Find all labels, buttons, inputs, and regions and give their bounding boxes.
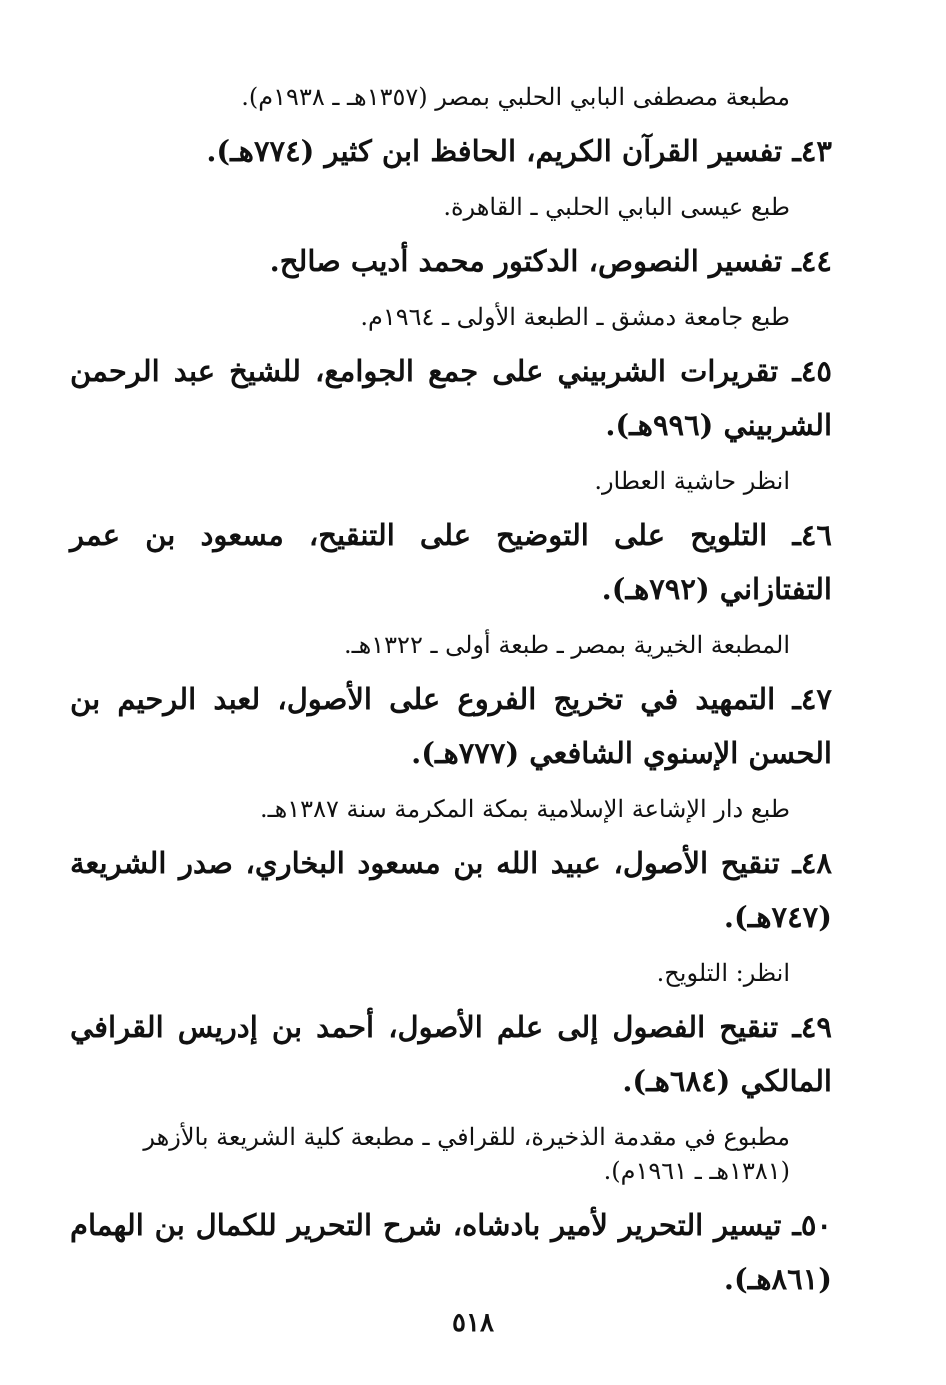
reference-entry-43: ٤٣ـ تفسير القرآن الكريم، الحافظ ابن كثير (٧٧٤هـ). (206, 134, 832, 168)
reference-entry-44: ٤٤ـ تفسير النصوص، الدكتور محمد أديب صالح. (269, 244, 832, 278)
reference-entry-49: ٤٩ـ تنقيح الفصول إلى علم الأصول، أحمد بن إدريس القرافي المالكي (٦٨٤هـ). (70, 1010, 832, 1098)
reference-entry-48: ٤٨ـ تنقيح الأصول، عبيد الله بن مسعود البخاري، صدر الشريعة (٧٤٧هـ). (70, 846, 832, 934)
reference-entry-47: ٤٧ـ التمهيد في تخريج الفروع على الأصول، لعبد الرحيم بن الحسن الإسنوي الشافعي (٧٧٧هـ). (70, 682, 832, 770)
publisher-note: انظر حاشية العطار. (594, 467, 790, 495)
reference-entry-50: ٥٠ـ تيسير التحرير لأمير بادشاه، شرح التحرير للكمال بن الهمام (٨٦١هـ). (70, 1208, 832, 1296)
reference-entry-45: ٤٥ـ تقريرات الشربيني على جمع الجوامع، للشيخ عبد الرحمن الشربيني (٩٩٦هـ). (70, 354, 832, 442)
page-number: ٥١٨ (452, 1308, 494, 1338)
reference-entry-46: ٤٦ـ التلويح على التوضيح على التنقيح، مسعود بن عمر التفتازاني (٧٩٢هـ). (70, 518, 832, 606)
page-body (70, 70, 840, 1306)
publisher-note: المطبعة الخيرية بمصر ـ طبعة أولى ـ ١٣٢٢هـ. (343, 631, 790, 659)
publisher-note: انظر: التلويح. (656, 959, 790, 987)
publisher-note: طبع عيسى البابي الحلبي ـ القاهرة. (443, 193, 790, 221)
publisher-note: مطبعة مصطفى البابي الحلبي بمصر (١٣٥٧هـ ـ ١٩٣٨م). (241, 83, 790, 111)
publisher-note: طبع جامعة دمشق ـ الطبعة الأولى ـ ١٩٦٤م. (360, 303, 790, 331)
publisher-note: طبع دار الإشاعة الإسلامية بمكة المكرمة سنة ١٣٨٧هـ. (259, 795, 790, 823)
publisher-note: مطبوع في مقدمة الذخيرة، للقرافي ـ مطبعة كلية الشريعة بالأزهر (١٣٨١هـ ـ ١٩٦١م). (143, 1123, 790, 1185)
